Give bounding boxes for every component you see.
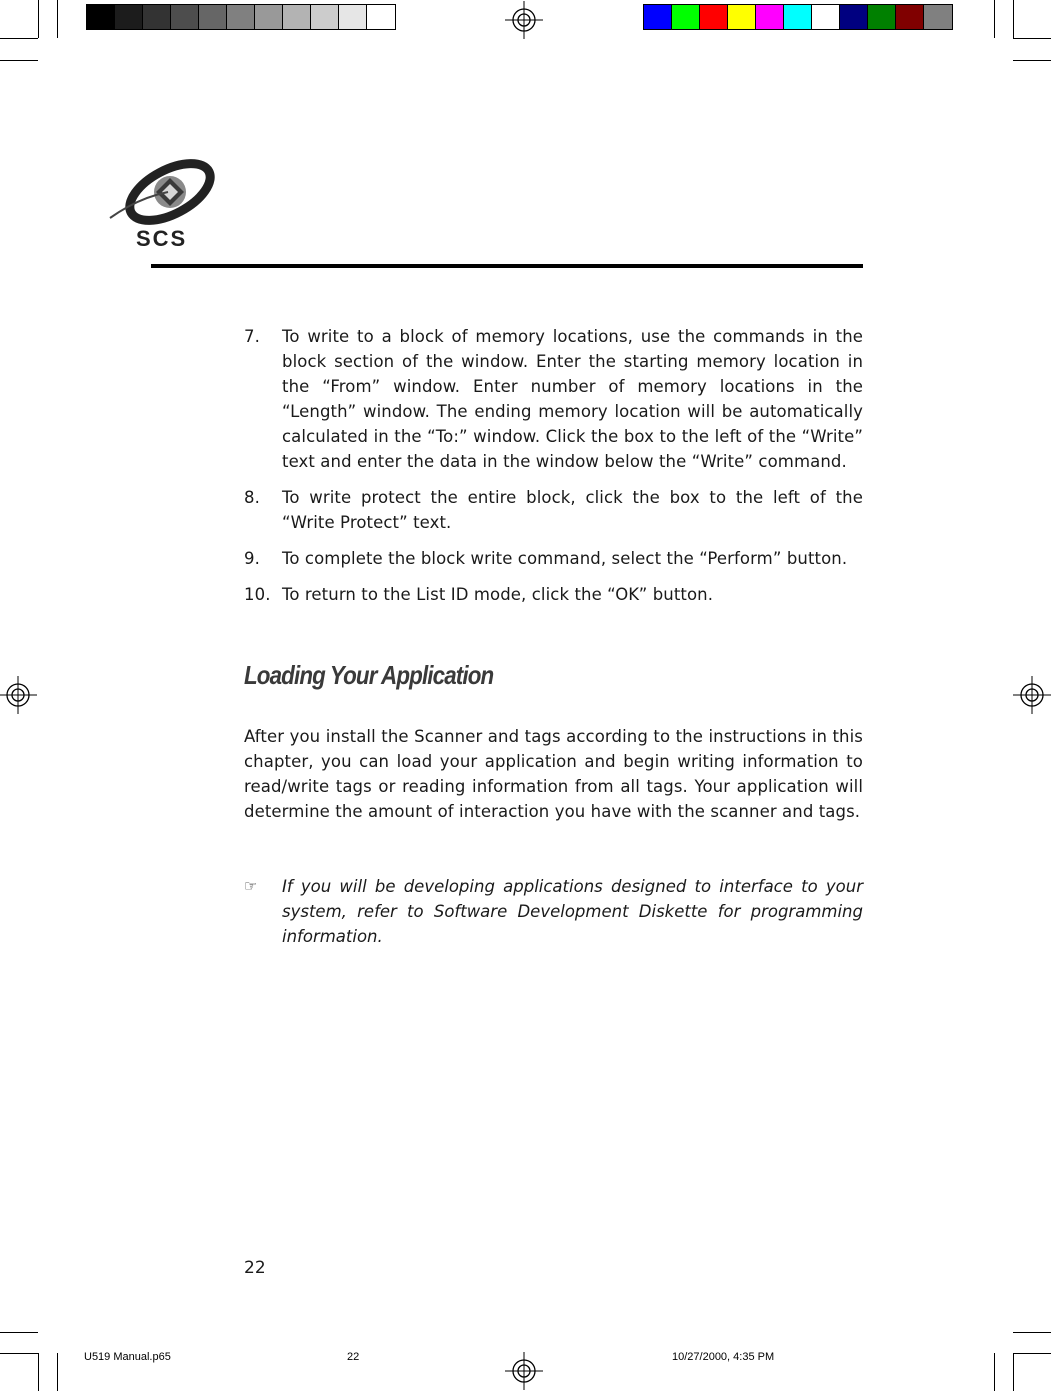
steps-list	[244, 324, 863, 618]
color-swatch	[812, 5, 840, 29]
color-swatch	[199, 5, 227, 29]
page-number: 22	[244, 1258, 266, 1278]
step-number: 8.	[244, 488, 260, 507]
color-swatch	[868, 5, 896, 29]
color-swatch	[367, 5, 395, 29]
grayscale-color-bar	[86, 4, 396, 30]
list-item	[244, 324, 863, 474]
color-swatch	[87, 5, 115, 29]
note-text: If you will be developing applications designed to interface to your system, refer to Software Development Diskette for programming information.	[282, 877, 863, 946]
step-number: 10.	[244, 585, 271, 604]
slug-date: 10/27/2000, 4:35 PM	[672, 1351, 775, 1363]
color-swatch	[255, 5, 283, 29]
list-item	[244, 582, 863, 607]
slug-filename: U519 Manual.p65	[84, 1351, 171, 1363]
header-rule	[151, 264, 863, 268]
svg-text:SCS: SCS	[136, 226, 188, 250]
registration-mark-top	[505, 1, 543, 39]
section-heading: Loading Your Application	[244, 660, 494, 690]
color-swatch	[700, 5, 728, 29]
color-swatch	[756, 5, 784, 29]
color-swatch	[339, 5, 367, 29]
color-swatch	[784, 5, 812, 29]
color-swatch	[227, 5, 255, 29]
color-swatch	[728, 5, 756, 29]
registration-mark-bottom	[505, 1352, 543, 1390]
list-item	[244, 546, 863, 571]
color-swatch	[924, 5, 952, 29]
color-swatch	[171, 5, 199, 29]
color-swatch	[840, 5, 868, 29]
registration-mark-right	[1013, 676, 1051, 714]
step-text: To complete the block write command, select the “Perform” button.	[282, 549, 848, 568]
step-text: To return to the List ID mode, click the “OK” button.	[282, 585, 714, 604]
step-text: To write protect the entire block, click the box to the left of the “Write Protect” text.	[282, 488, 863, 532]
list-item	[244, 485, 863, 535]
color-swatch	[644, 5, 672, 29]
pointing-hand-icon: ☞	[244, 877, 258, 895]
step-text: To write to a block of memory locations, use the commands in the block section of the window. Enter the starting memory location in the “From” window. Enter number of memory locations in the “Length” window. The ending memory location will be automatically calculated in the “To:” window. Click the box to the left of the “Write” text and enter the data in the window below the “Write” command.	[282, 327, 863, 471]
scs-logo	[108, 158, 216, 250]
step-number: 9.	[244, 549, 260, 568]
programming-note	[244, 874, 863, 949]
process-color-bar	[643, 4, 953, 30]
slug-page: 22	[347, 1351, 360, 1363]
color-swatch	[143, 5, 171, 29]
color-swatch	[896, 5, 924, 29]
color-swatch	[311, 5, 339, 29]
registration-mark-left	[0, 676, 37, 714]
color-swatch	[115, 5, 143, 29]
section-paragraph: After you install the Scanner and tags according to the instructions in this chapter, you can load your application and begin writing information to read/write tags or reading information from all tags. Your application will determine the amount of interaction you have with the scanner and tags.	[244, 727, 863, 821]
color-swatch	[672, 5, 700, 29]
step-number: 7.	[244, 327, 260, 346]
color-swatch	[283, 5, 311, 29]
